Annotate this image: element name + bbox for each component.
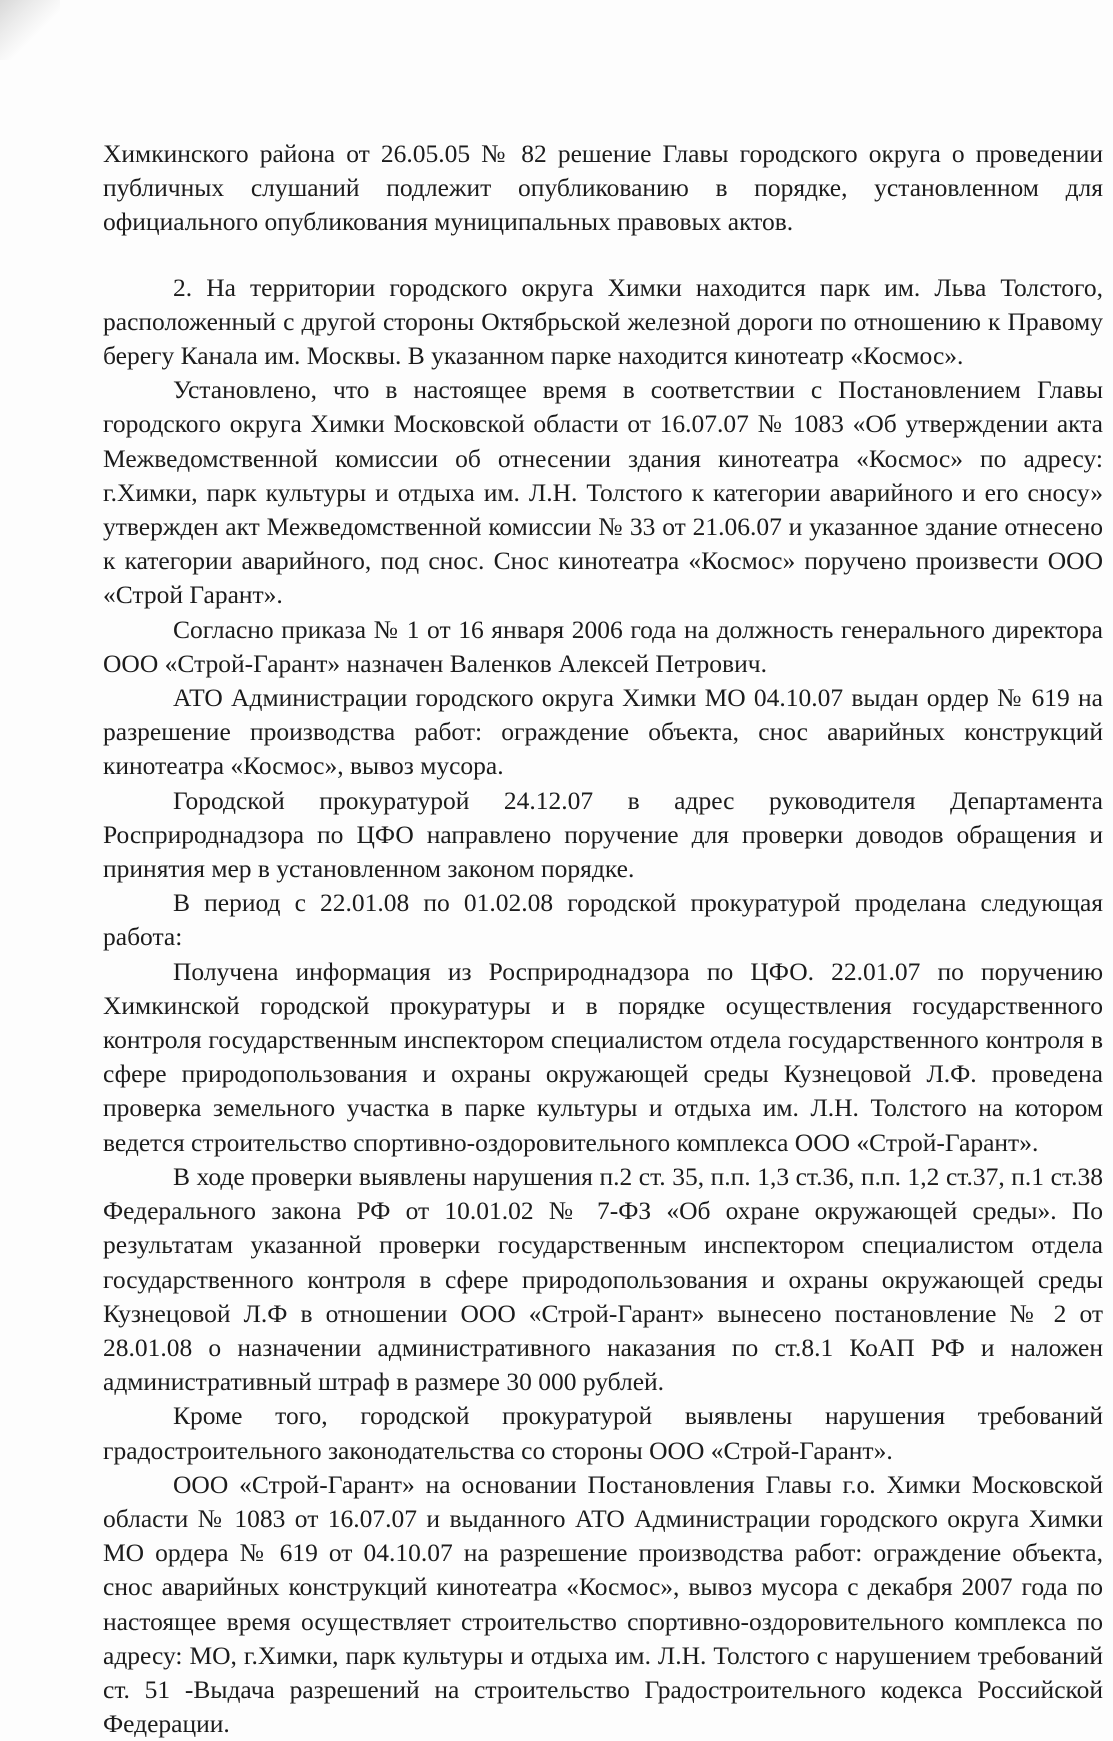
paragraph-11: ООО «Строй-Гарант» на основании Постановления Главы г.о. Химки Московской области № 1083 от 16.07.07 и выданного АТО Администрации городского округа Химки МО ордера № 619 от 04.10.07 на разрешение производства работ: ограждение объекта, снос аварийных конструкций кинотеатра «Космос», вывоз мусора с декабря 2007 года по настоящее время осуществляет строительство спортивно-оздоровительного комплекса по адресу: МО, г.Химки, парк культуры и отдыха им. Л.Н. Толстого с нарушением требований ст. 51 -Выдача разрешений на строительство Градостроительного кодекса Российской Федерации. [103,1469,1103,1739]
paragraph-4: Согласно приказа № 1 от 16 января 2006 года на должность генерального директора ООО «Строй-Гарант» назначен Валенков Алексей Петрович. [103,614,1103,678]
paragraph-gap [103,240,1103,271]
paragraph-1: Химкинского района от 26.05.05 № 82 решение Главы городского округа о проведении публичных слушаний подлежит опубликованию в порядке, установленном для официального опубликования муниципальных правовых актов. [103,139,1103,237]
paragraph-7: В период с 22.01.08 по 01.02.08 городской прокуратурой проделана следующая работа: [103,888,1103,952]
page-corner-shadow [0,0,60,60]
document-body [103,137,1103,1741]
paragraph-3: Установлено, что в настоящее время в соответствии с Постановлением Главы городского округа Химки Московской области от 16.07.07 № 1083 «Об утверждении акта Межведомственной комиссии об отнесении здания кинотеатра «Космос» по адресу: г.Химки, парк культуры и отдыха им. Л.Н. Толстого к категории аварийного и его сносу» утвержден акт Межведомственной комиссии № 33 от 21.06.07 и указанное здание отнесено к категории аварийного, под снос. Снос кинотеатра «Космос» поручено произвести ООО «Строй Гарант». [103,375,1103,610]
paragraph-2: 2. На территории городского округа Химки находится парк им. Льва Толстого, расположенный с другой стороны Октябрьской железной дороги по отношению к Правому берегу Канала им. Москвы. В указанном парке находится кинотеатр «Космос». [103,272,1103,371]
paragraph-10: Кроме того, городской прокуратурой выявлены нарушения требований градостроительного законодательства со стороны ООО «Строй-Гарант». [103,1401,1103,1465]
paragraph-6: Городской прокуратурой 24.12.07 в адрес руководителя Департамента Росприроднадзора по ЦФО направлено поручение для проверки доводов обращения и принятия мер в установленном законом порядке. [103,785,1103,884]
paragraph-5: АТО Администрации городского округа Химки МО 04.10.07 выдан ордер № 619 на разрешение производства работ: ограждение объекта, снос аварийных конструкций кинотеатра «Космос», вывоз мусора. [103,683,1103,781]
paragraph-9: В ходе проверки выявлены нарушения п.2 ст. 35, п.п. 1,3 ст.36, п.п. 1,2 ст.37, п.1 ст.38 Федерального закона РФ от 10.01.02 № 7-ФЗ «Об охране окружающей среды». По результатам указанной проверки государственным инспектором специалистом отдела государственного контроля в сфере природопользования и охраны окружающей среды Кузнецовой Л.Ф в отношении ООО «Строй-Гарант» вынесено постановление № 2 от 28.01.08 о назначении административного наказания по ст.8.1 КоАП РФ и наложен административный штраф в размере 30 000 рублей. [103,1161,1103,1397]
paragraph-8: Получена информация из Росприроднадзора по ЦФО. 22.01.07 по поручению Химкинской городской прокуратуры и в порядке осуществления государственного контроля государственным инспектором специалистом отдела государственного контроля в сфере природопользования и охраны окружающей среды Кузнецовой Л.Ф. проведена проверка земельного участка в парке культуры и отдыха им. Л.Н. Толстого на котором ведется строительство спортивно-оздоровительного комплекса ООО «Строй-Гарант». [103,956,1103,1157]
